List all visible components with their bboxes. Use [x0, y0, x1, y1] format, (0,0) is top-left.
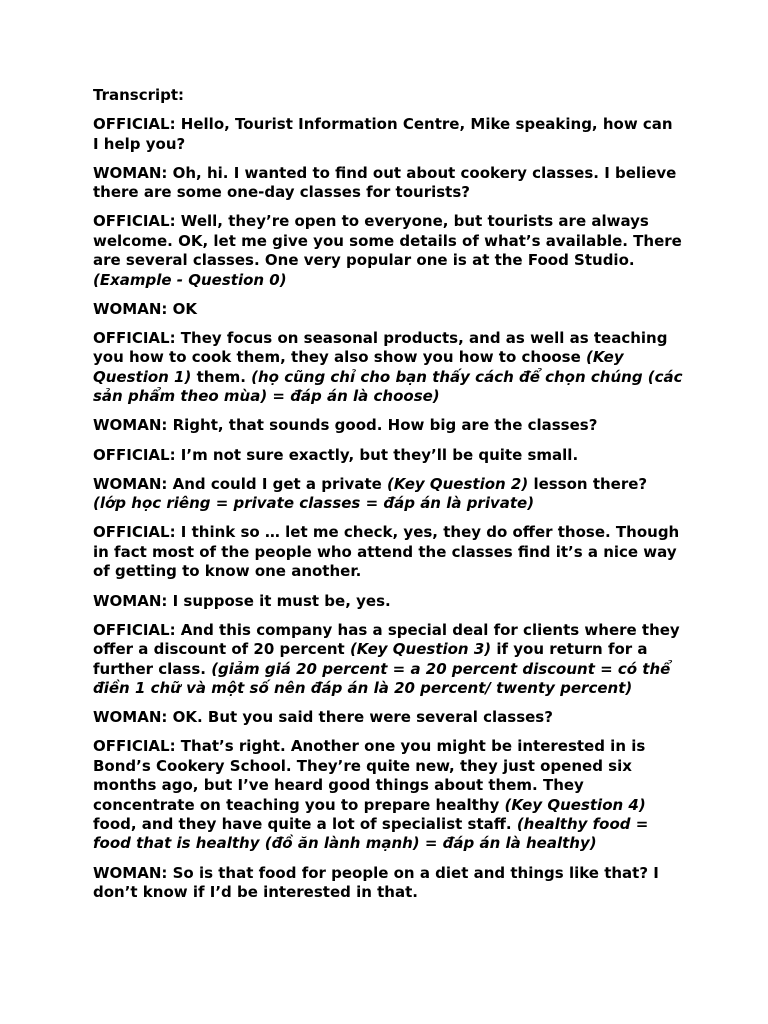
dialogue-text: WOMAN: OK. But you said there were several classes? — [93, 708, 553, 727]
dialogue-text: if you return for a further class. — [93, 640, 648, 678]
annotation-text: (họ cũng chỉ cho bạn thấy cách để chọn chúng (các sản phẩm theo mùa) = đáp án là choose) — [93, 367, 683, 406]
transcript-paragraph — [93, 115, 683, 154]
transcript-paragraph — [93, 523, 683, 581]
dialogue-text: WOMAN: Right, that sounds good. How big are the classes? — [93, 416, 598, 435]
transcript-title: Transcript: — [93, 86, 185, 104]
transcript-paragraph — [93, 446, 683, 465]
dialogue-text: WOMAN: I suppose it must be, yes. — [93, 591, 391, 610]
dialogue-text: WOMAN: Oh, hi. I wanted to find out about cookery classes. I believe there are some one-day classes for tourists? — [93, 163, 677, 202]
dialogue-text: food, and they have quite a lot of specialist staff. — [93, 814, 517, 833]
dialogue-text: OFFICIAL: Well, they’re open to everyone, but tourists are always welcome. OK, let me give you some details of what’s available. There are several classes. One very popular one is at the Food Studio. — [93, 212, 682, 270]
dialogue-text: OFFICIAL: That’s right. Another one you might be interested in is Bond’s Cookery School. They’re quite new, they just opened six months ago, but I’ve heard good things about them. They concentrate on teaching you to prepare healthy — [93, 737, 646, 814]
annotation-text: (Key Question 1) — [93, 348, 624, 386]
annotation-text: (giảm giá 20 percent = a 20 percent discount = có thể điền 1 chữ và một số nên đáp án là 20 percent/ twenty percent) — [93, 659, 671, 697]
dialogue-text: OFFICIAL: They focus on seasonal products, and as well as teaching you how to cook them, they also show you how to choose — [93, 329, 668, 367]
transcript-paragraph — [93, 621, 683, 699]
dialogue-text: OFFICIAL: I’m not sure exactly, but they’ll be quite small. — [93, 445, 579, 464]
dialogue-text: OFFICIAL: And this company has a special deal for clients where they offer a discount of 20 percent — [93, 620, 680, 659]
transcript-paragraph — [93, 592, 683, 611]
annotation-text: (Key Question 4) — [504, 795, 646, 814]
document-page — [93, 86, 683, 902]
dialogue-text: lesson there? — [528, 474, 648, 493]
transcript-paragraph — [93, 164, 683, 203]
annotation-text: (Key Question 3) — [349, 640, 492, 659]
transcript-paragraph — [93, 864, 683, 903]
transcript-paragraph — [93, 329, 683, 407]
transcript-paragraph — [93, 212, 683, 290]
transcript-paragraph — [93, 737, 683, 853]
dialogue-text: WOMAN: OK — [93, 299, 197, 318]
annotation-text: (healthy food = food that is healthy (đồ ăn lành mạnh) = đáp án là healthy) — [93, 814, 649, 853]
transcript-paragraph — [93, 300, 683, 319]
transcript-body — [93, 115, 683, 902]
transcript-paragraph — [93, 475, 683, 514]
dialogue-text: OFFICIAL: I think so … let me check, yes, they do offer those. Though in fact most of the people who attend the classes find it’s a nice way of getting to know one another. — [93, 523, 680, 581]
annotation-text: (Example - Question 0) — [93, 270, 287, 289]
dialogue-text: WOMAN: And could I get a private — [93, 474, 388, 493]
annotation-text: (lớp học riêng = private classes = đáp án là private) — [93, 494, 535, 513]
transcript-paragraph — [93, 416, 683, 435]
dialogue-text: WOMAN: So is that food for people on a diet and things like that? I don’t know if I’d be interested in that. — [93, 863, 659, 901]
annotation-text: (Key Question 2) — [387, 474, 529, 493]
dialogue-text: them. — [191, 367, 252, 386]
dialogue-text: OFFICIAL: Hello, Tourist Information Centre, Mike speaking, how can I help you? — [93, 115, 673, 153]
transcript-paragraph — [93, 708, 683, 727]
